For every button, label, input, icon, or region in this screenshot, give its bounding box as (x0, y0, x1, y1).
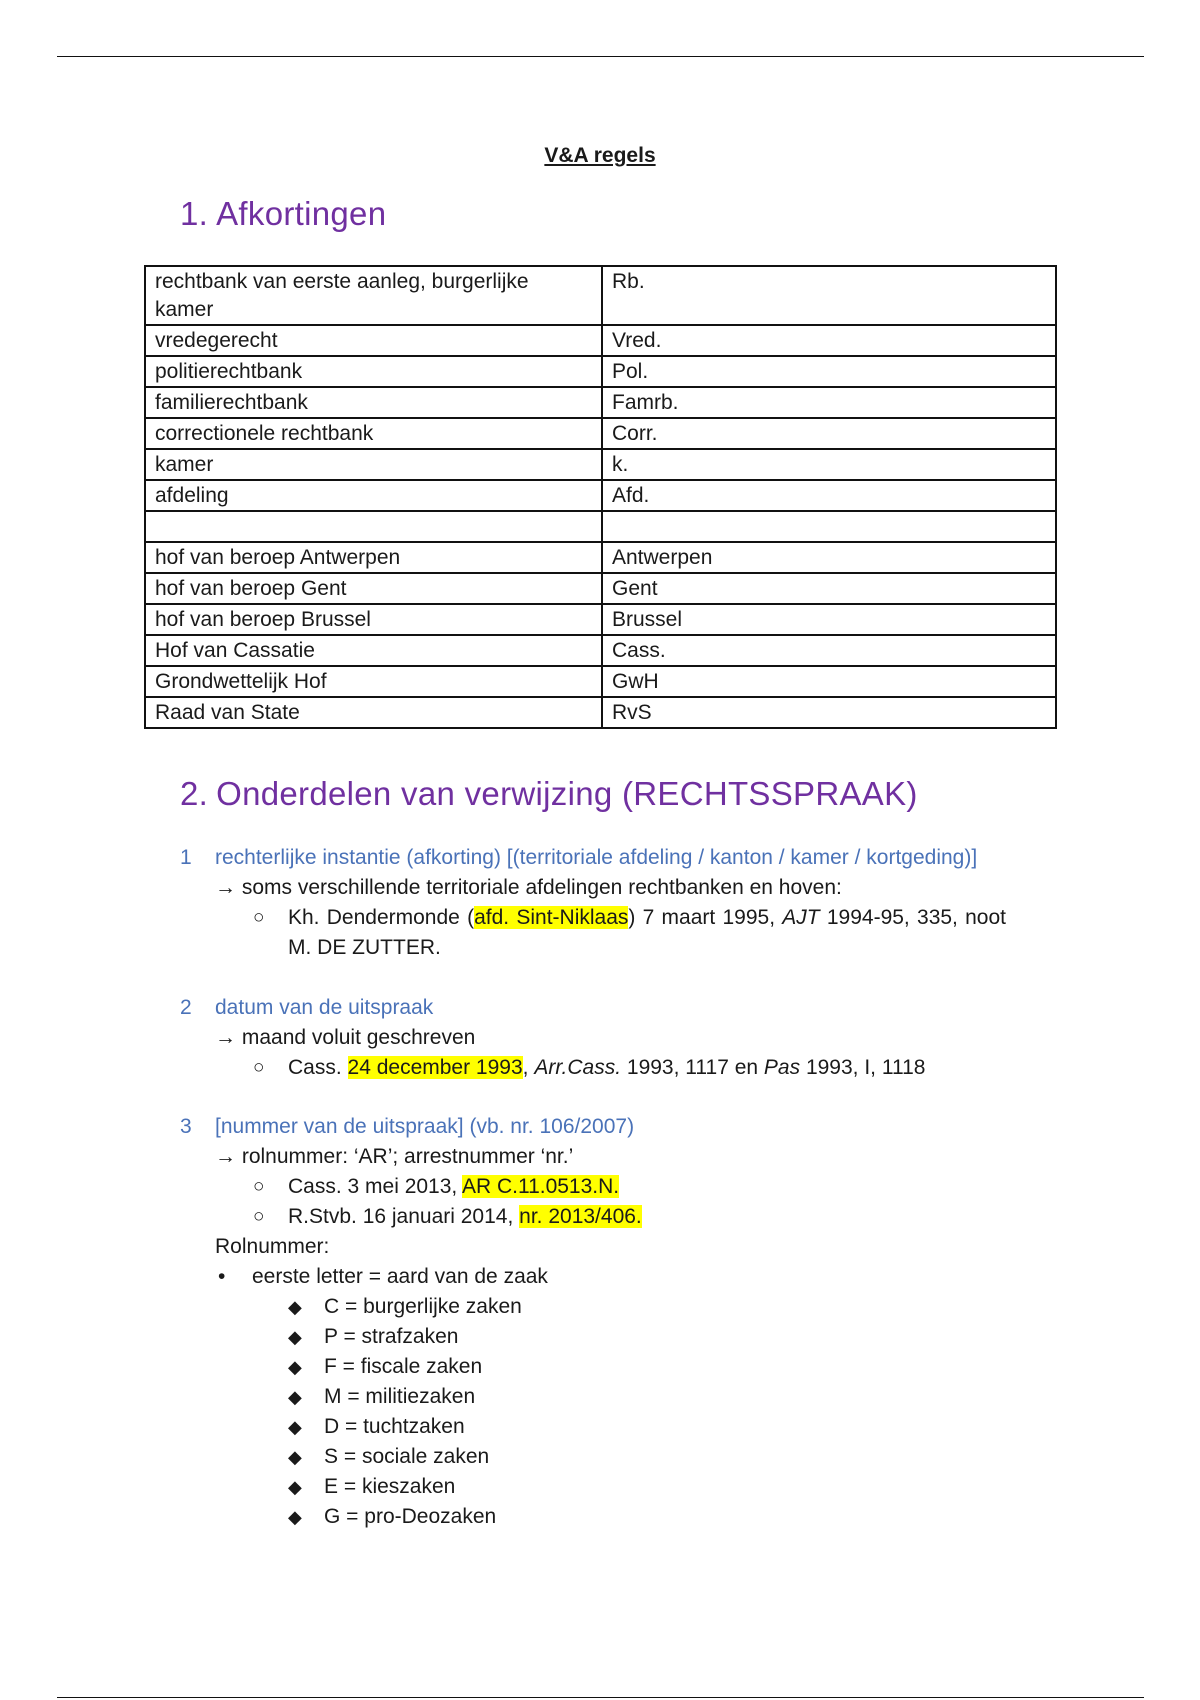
header-rule (57, 56, 1144, 57)
abbreviation-cell: RvS (602, 697, 1056, 728)
section-number: 1. (180, 195, 209, 232)
highlighted-text: 24 december 1993 (347, 1056, 523, 1079)
term-cell: Grondwettelijk Hof (145, 666, 602, 697)
item-heading-text: datum van de uitspraak (215, 996, 434, 1019)
item-heading-text: [nummer van de uitspraak] (vb. nr. 106/2007) (215, 1115, 635, 1138)
arrow-note (180, 1142, 1080, 1172)
list-item (180, 1412, 1080, 1442)
section-title: Onderdelen van verwijzing (RECHTSSPRAAK) (216, 775, 918, 812)
diamond-bullet-icon: ◆ (288, 1297, 302, 1317)
case-code-text: D = tuchtzaken (324, 1415, 465, 1438)
diamond-bullet-icon: ◆ (288, 1507, 302, 1527)
term-cell (145, 511, 602, 542)
section-heading-abbreviations (180, 195, 386, 233)
table-row (145, 666, 1056, 697)
term-cell: familierechtbank (145, 387, 602, 418)
term-cell: politierechtbank (145, 356, 602, 387)
item-number: 3 (180, 1115, 192, 1138)
list-item (180, 1322, 1080, 1352)
abbreviation-cell (602, 511, 1056, 542)
diamond-bullet-icon: ◆ (288, 1357, 302, 1377)
abbreviation-cell: GwH (602, 666, 1056, 697)
abbreviation-cell: Afd. (602, 480, 1056, 511)
list-item (180, 1352, 1080, 1382)
case-code-text: F = fiscale zaken (324, 1355, 483, 1378)
case-code-text: G = pro-Deozaken (324, 1505, 497, 1528)
list-item (180, 1472, 1080, 1502)
diamond-bullet-icon: ◆ (288, 1477, 302, 1497)
abbreviation-cell: Rb. (602, 266, 1056, 325)
table-row (145, 511, 1056, 542)
term-cell: kamer (145, 449, 602, 480)
rolnummer-label: Rolnummer: (215, 1235, 330, 1258)
reference-item-3 (180, 1112, 1080, 1532)
list-item (180, 1382, 1080, 1412)
bullet-text: eerste letter = aard van de zaak (252, 1265, 548, 1288)
highlighted-text: nr. 2013/406. (519, 1205, 642, 1228)
abbreviation-cell: Gent (602, 573, 1056, 604)
table-row (145, 449, 1056, 480)
arrow-note-text: rolnummer: ‘AR’; arrestnummer ‘nr.’ (241, 1145, 574, 1168)
journal-abbr: Pas (763, 1056, 801, 1079)
abbreviation-cell: Pol. (602, 356, 1056, 387)
example-line: ○ R.Stvb. 16 januari 2014, nr. 2013/406. (180, 1202, 1080, 1232)
diamond-bullet-icon: ◆ (288, 1387, 302, 1407)
case-code-text: S = sociale zaken (324, 1445, 490, 1468)
diamond-bullet-icon: ◆ (288, 1417, 302, 1437)
case-code-list (180, 1292, 1080, 1532)
diamond-bullet-icon: ◆ (288, 1327, 302, 1347)
arrow-note (180, 873, 1080, 903)
example-line (180, 903, 1080, 963)
term-cell: hof van beroep Antwerpen (145, 542, 602, 573)
arrow-note-text: soms verschillende territoriale afdelingen rechtbanken en hoven: (241, 876, 842, 899)
circle-bullet-icon: ○ (253, 907, 265, 928)
abbreviation-cell: Famrb. (602, 387, 1056, 418)
abbreviation-cell: Vred. (602, 325, 1056, 356)
circle-bullet-icon: ○ (253, 1176, 265, 1197)
right-arrow-icon: → (215, 1026, 236, 1049)
table-row (145, 266, 1056, 325)
term-cell: vredegerecht (145, 325, 602, 356)
term-cell: hof van beroep Brussel (145, 604, 602, 635)
case-code-text: P = strafzaken (324, 1325, 459, 1348)
document-title: V&A regels (544, 144, 656, 167)
table-row (145, 480, 1056, 511)
abbreviation-cell: Cass. (602, 635, 1056, 666)
case-code-text: E = kieszaken (324, 1475, 456, 1498)
table-row (145, 387, 1056, 418)
bullet-item (180, 1262, 1080, 1292)
case-code-text: C = burgerlijke zaken (324, 1295, 522, 1318)
example-line: ○ Cass. 24 december 1993, Arr.Cass. 1993, 1117 en Pas 1993, I, 1118 (180, 1053, 1080, 1083)
bullet-icon: • (218, 1265, 226, 1288)
item-heading (180, 843, 1080, 873)
table-row (145, 697, 1056, 728)
item-heading (180, 993, 1080, 1023)
section-number: 2. (180, 775, 209, 812)
example-text: Kh. Dendermonde (afd. Sint-Niklaas) 7 maart 1995, AJT 1994-95, 335, noot M. DE ZUTTER. (288, 906, 1006, 959)
term-cell: hof van beroep Gent (145, 573, 602, 604)
case-code-text: M = militiezaken (324, 1385, 476, 1408)
journal-abbr: AJT (782, 906, 820, 929)
table-row (145, 325, 1056, 356)
arrow-note (180, 1023, 1080, 1053)
right-arrow-icon: → (215, 876, 236, 899)
section-title: Afkortingen (216, 195, 387, 232)
item-number: 2 (180, 996, 192, 1019)
section-heading-reference-parts (180, 775, 918, 813)
abbreviation-cell: Antwerpen (602, 542, 1056, 573)
item-heading (180, 1112, 1080, 1142)
list-item (180, 1292, 1080, 1322)
reference-item-2 (180, 993, 1080, 1083)
diamond-bullet-icon: ◆ (288, 1447, 302, 1467)
circle-bullet-icon: ○ (253, 1057, 265, 1078)
table-row (145, 604, 1056, 635)
list-item (180, 1502, 1080, 1532)
abbreviation-cell: Brussel (602, 604, 1056, 635)
journal-abbr: Arr.Cass. (534, 1056, 622, 1079)
table-row (145, 356, 1056, 387)
term-cell: afdeling (145, 480, 602, 511)
circle-bullet-icon: ○ (253, 1206, 265, 1227)
footer-rule (57, 1697, 1144, 1698)
list-item (180, 1442, 1080, 1472)
term-cell: rechtbank van eerste aanleg, burgerlijke kamer (145, 266, 602, 325)
table-row (145, 635, 1056, 666)
item-number: 1 (180, 846, 192, 869)
arrow-note-text: maand voluit geschreven (241, 1026, 476, 1049)
highlighted-text: afd. Sint-Niklaas (474, 906, 629, 929)
highlighted-text: AR C.11.0513.N. (461, 1175, 620, 1198)
abbreviations-table (144, 265, 1057, 729)
term-cell: correctionele rechtbank (145, 418, 602, 449)
table-row (145, 542, 1056, 573)
table-row (145, 418, 1056, 449)
example-line: ○ Cass. 3 mei 2013, AR C.11.0513.N. (180, 1172, 1080, 1202)
abbreviation-cell: Corr. (602, 418, 1056, 449)
abbreviation-cell: k. (602, 449, 1056, 480)
reference-item-1 (180, 843, 1080, 963)
term-cell: Raad van State (145, 697, 602, 728)
right-arrow-icon: → (215, 1145, 236, 1168)
item-heading-text: rechterlijke instantie (afkorting) [(territoriale afdeling / kanton / kamer / kortgeding)] (215, 846, 978, 869)
term-cell: Hof van Cassatie (145, 635, 602, 666)
table-row (145, 573, 1056, 604)
